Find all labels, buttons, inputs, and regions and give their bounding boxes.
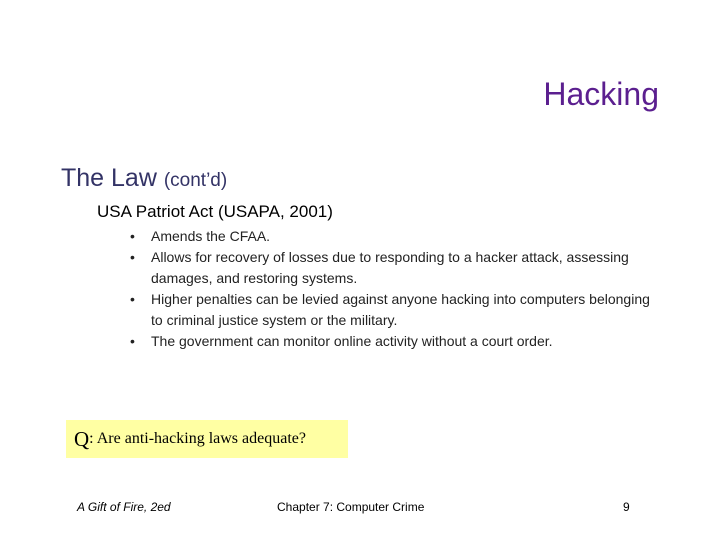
footer-chapter: Chapter 7: Computer Crime — [277, 500, 425, 514]
act-subheading: USA Patriot Act (USAPA, 2001) — [97, 202, 333, 221]
list-item — [130, 289, 650, 331]
bullet-icon: • — [130, 228, 135, 244]
list-item — [130, 226, 650, 247]
bullet-list — [130, 226, 650, 352]
bullet-icon: • — [130, 291, 135, 307]
bullet-text: Amends the CFAA. — [151, 228, 271, 244]
section-heading-text: The Law — [61, 164, 157, 192]
bullet-text: Higher penalties can be levied against anyone hacking into computers belonging to criminal justice system or the military. — [151, 291, 650, 328]
bullet-text: Allows for recovery of losses due to responding to a hacker attack, assessing damages, and restoring systems. — [151, 249, 629, 286]
bullet-text: The government can monitor online activity without a court order. — [151, 333, 553, 349]
bullet-icon: • — [130, 249, 135, 265]
question-letter: Q — [74, 426, 90, 451]
question-box — [66, 420, 348, 458]
footer-page-number: 9 — [623, 500, 630, 514]
section-heading — [61, 163, 227, 196]
question-text: : Are anti-hacking laws adequate? — [89, 430, 306, 447]
slide-title: Hacking — [543, 76, 659, 112]
footer-book-title: A Gift of Fire, 2ed — [77, 500, 171, 514]
list-item — [130, 331, 650, 352]
section-heading-note: (cont’d) — [163, 170, 228, 191]
bullet-icon: • — [130, 333, 135, 349]
list-item — [130, 247, 650, 289]
